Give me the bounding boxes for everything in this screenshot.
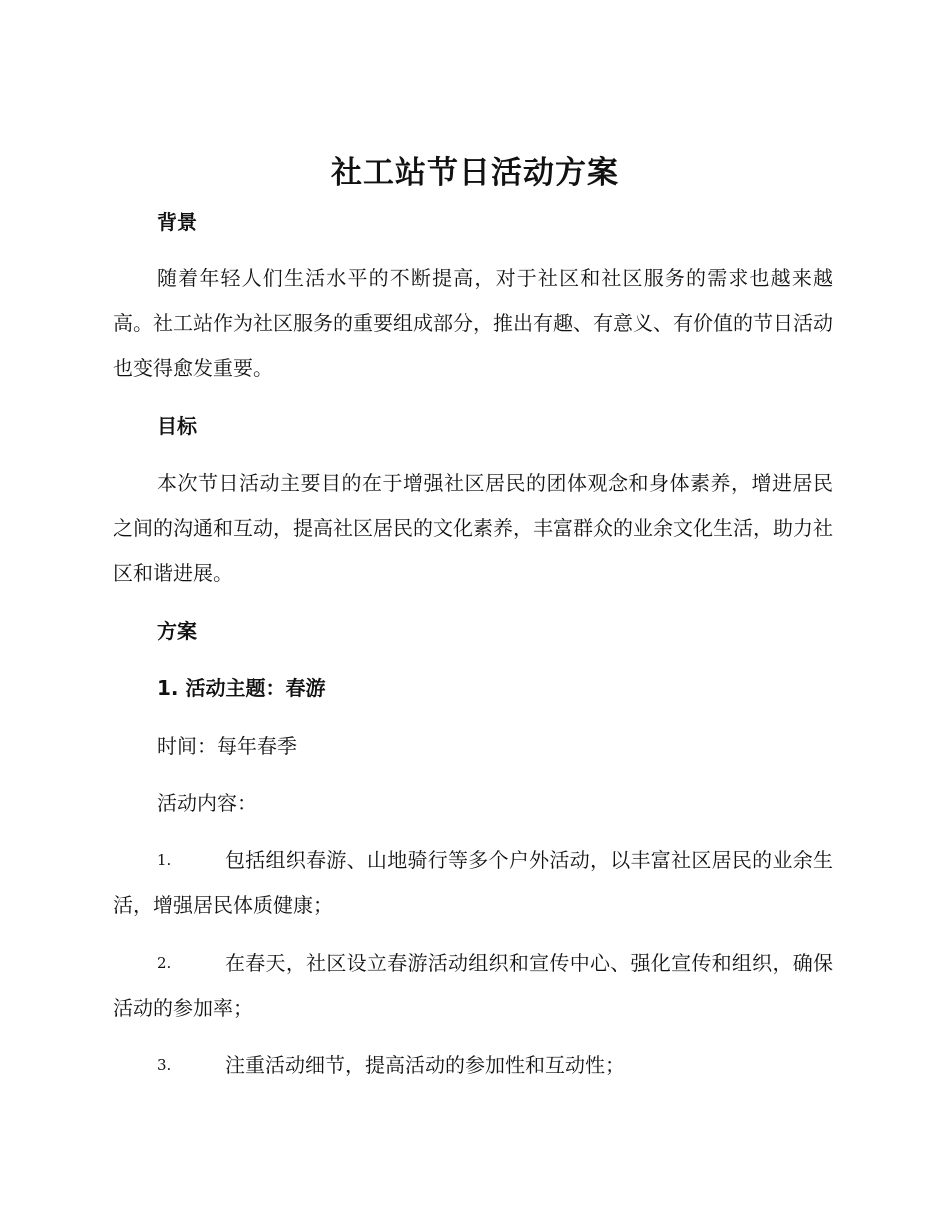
list-item-text: 包括组织春游、山地骑行等多个户外活动，以丰富社区居民的业余生活，增强居民体质健康；	[113, 848, 833, 917]
paragraph-goal: 本次节日活动主要目的在于增强社区居民的团体观念和身体素养，增进居民之间的沟通和互动，提高社区居民的文化素养，丰富群众的业余文化生活，助力社区和谐进展。	[113, 471, 833, 585]
paragraph-background: 随着年轻人们生活水平的不断提高，对于社区和社区服务的需求也越来越高。社工站作为社区服务的重要组成部分，推出有趣、有意义、有价值的节日活动也变得愈发重要。	[113, 266, 833, 380]
list-item-number: 2.	[157, 954, 172, 972]
list-item	[113, 941, 833, 1031]
list-item-text: 在春天，社区设立春游活动组织和宣传中心、强化宣传和组织，确保活动的参加率；	[113, 951, 833, 1020]
activity-theme: 1. 活动主题：春游	[157, 676, 326, 700]
list-item	[113, 1043, 833, 1088]
list-item-number: 1.	[157, 851, 172, 869]
activity-time: 时间：每年春季	[157, 734, 297, 758]
list-item-text: 注重活动细节，提高活动的参加性和互动性；	[225, 1053, 625, 1077]
activity-content-label: 活动内容：	[157, 791, 257, 815]
section-heading-background: 背景	[157, 210, 197, 234]
list-item	[113, 838, 833, 928]
section-heading-plan: 方案	[157, 619, 197, 643]
list-item-number: 3.	[157, 1056, 172, 1074]
document-title: 社工站节日活动方案	[331, 155, 619, 191]
section-heading-goal: 目标	[157, 414, 197, 438]
